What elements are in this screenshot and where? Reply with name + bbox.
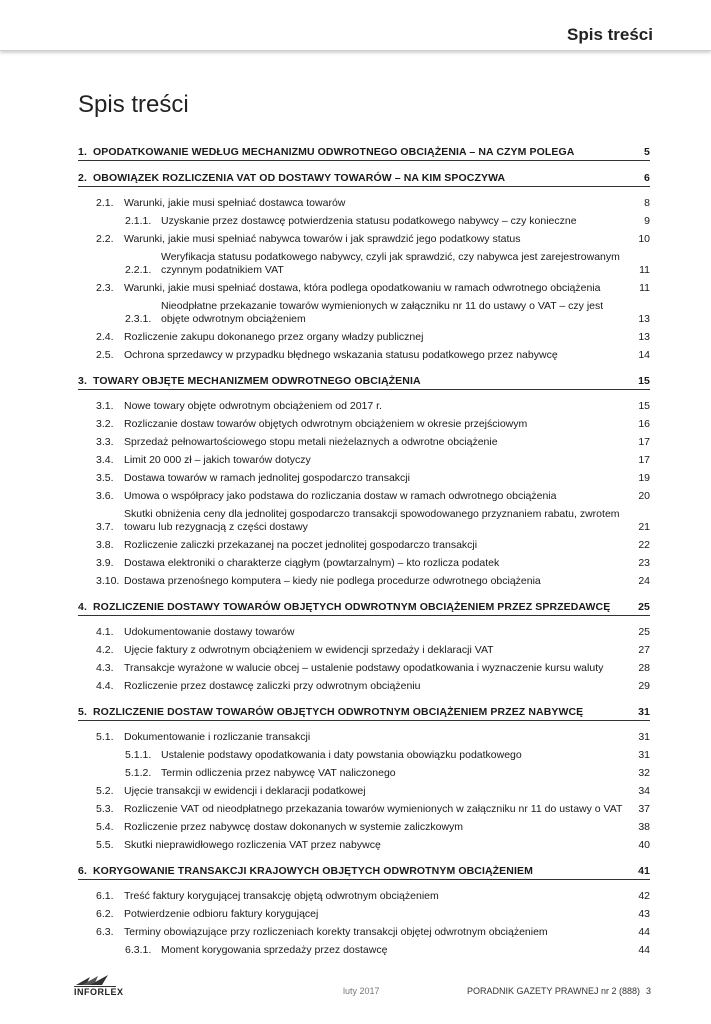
entry-number: 3.2. [96,417,114,430]
subsection-row[interactable] [78,746,650,764]
chapter-row[interactable] [78,144,650,161]
section-row[interactable] [78,887,650,905]
entry-number: 3.4. [96,453,114,466]
section-row[interactable] [78,433,650,451]
entry-number: 6.3.1. [125,943,152,956]
chapter-title: 2. OBOWIĄZEK ROZLICZENIA VAT OD DOSTAWY TOWARÓW – NA KIM SPOCZYWA [78,172,506,184]
chapter-page: 25 [638,601,650,613]
section-row[interactable] [78,230,650,248]
entry-page: 13 [638,312,650,325]
entry-page: 14 [638,348,650,361]
entry-number: 3.6. [96,489,114,502]
chapter-row[interactable] [78,170,650,187]
entry-number: 6.2. [96,907,114,920]
subsection-row[interactable] [78,297,650,328]
entry-page: 15 [638,399,650,412]
issue-date: luty 2017 [343,986,380,996]
entry-number: 3.7. [96,520,114,533]
entry-title: Skutki obniżenia ceny dla jednolitej gospodarczo transakcji spowodowanego przyznaniem rabatu, zwrotem towaru lub rezygnacją z części dostawy [124,507,620,533]
entry-number: 3.9. [96,556,114,569]
subsection-row[interactable] [78,764,650,782]
entry-title: Dostawa elektroniki o charakterze ciągłym (powtarzalnym) – kto rozlicza podatek [124,556,500,569]
section-row[interactable] [78,623,650,641]
logo-text: INFORLEX [74,987,124,997]
entry-page: 37 [638,802,650,815]
section-row[interactable] [78,536,650,554]
section-row[interactable] [78,415,650,433]
section-row[interactable] [78,328,650,346]
entry-number: 2.3. [96,281,114,294]
subsection-row[interactable] [78,248,650,279]
entry-title: Rozliczenie zaliczki przekazanej na poczet jednolitej gospodarczo transakcji [124,538,478,551]
entry-title: Termin odliczenia przez nabywcę VAT naliczonego [161,766,396,779]
magazine-title: PORADNIK GAZETY PRAWNEJ nr 2 (888) [467,986,641,996]
section-row[interactable] [78,641,650,659]
entry-page: 19 [638,471,650,484]
entry-number: 4.4. [96,679,114,692]
entry-page: 29 [638,679,650,692]
entry-title: Ujęcie faktury z odwrotnym obciążeniem w ewidencji sprzedaży i deklaracji VAT [124,643,494,656]
chapter-page: 41 [638,865,650,877]
entry-title: Rozliczenie zakupu dokonanego przez organy władzy publicznej [124,330,424,343]
entry-page: 10 [638,232,650,245]
entry-page: 34 [638,784,650,797]
section-row[interactable] [78,659,650,677]
entry-title: Moment korygowania sprzedaży przez dostawcę [161,943,388,956]
chapter-title: 3. TOWARY OBJĘTE MECHANIZMEM ODWROTNEGO OBCIĄŻENIA [78,375,421,387]
top-header-bar [0,0,711,51]
section-row[interactable] [78,469,650,487]
entry-page: 24 [638,574,650,587]
entry-title: Dostawa przenośnego komputera – kiedy nie podlega procedurze odwrotnego obciążenia [124,574,541,587]
entry-number: 2.1. [96,196,114,209]
entry-page: 21 [638,520,650,533]
entry-page: 40 [638,838,650,851]
entry-title: Dostawa towarów w ramach jednolitej gospodarczo transakcji [124,471,410,484]
entry-number: 2.1.1. [125,214,152,227]
entry-number: 2.4. [96,330,114,343]
entry-page: 17 [638,453,650,466]
entry-page: 38 [638,820,650,833]
entry-title: Weryfikacja statusu podatkowego nabywcy, czyli jak sprawdzić, czy nabywca jest zarejestrowanym czynnym podatnikiem VAT [161,250,620,276]
entry-title: Umowa o współpracy jako podstawa do rozliczania dostaw w ramach odwrotnego obciążenia [124,489,557,502]
entry-number: 4.2. [96,643,114,656]
entry-title: Treść faktury korygującej transakcję objętą odwrotnym obciążeniem [124,889,439,902]
chapter-page: 15 [638,375,650,387]
inforlex-logo [72,973,132,1003]
section-row[interactable] [78,923,650,941]
entry-page: 23 [638,556,650,569]
entry-page: 31 [638,730,650,743]
entry-page: 17 [638,435,650,448]
subsection-row[interactable] [78,212,650,230]
page-footer [0,973,711,1013]
chapter-title: 6. KORYGOWANIE TRANSAKCJI KRAJOWYCH OBJĘTYCH ODWROTNYM OBCIĄŻENIEM [78,865,533,877]
entry-number: 3.3. [96,435,114,448]
section-row[interactable] [78,554,650,572]
entry-title: Rozliczenie przez nabywcę dostaw dokonanych w systemie zaliczkowym [124,820,464,833]
entry-number: 6.3. [96,925,114,938]
entry-number: 4.3. [96,661,114,674]
section-row[interactable] [78,505,650,536]
entry-number: 2.3.1. [125,312,152,325]
entry-title: Rozliczanie dostaw towarów objętych odwrotnym obciążeniem w okresie przejściowym [124,417,528,430]
entry-page: 8 [644,196,650,209]
entry-page: 25 [638,625,650,638]
page-number: 3 [646,986,652,996]
section-row[interactable] [78,279,650,297]
running-title: Spis treści [567,25,653,44]
entry-title: Rozliczenie przez dostawcę zaliczki przy odwrotnym obciążeniu [124,679,421,692]
entry-title: Udokumentowanie dostawy towarów [124,625,295,638]
entry-number: 4.1. [96,625,114,638]
chapter-title: 4. ROZLICZENIE DOSTAWY TOWARÓW OBJĘTYCH ODWROTNYM OBCIĄŻENIEM PRZEZ SPRZEDAWCĘ [78,601,611,613]
entry-number: 3.8. [96,538,114,551]
entry-number: 5.1.1. [125,748,152,761]
entry-title: Warunki, jakie musi spełniać dostawca towarów [124,196,346,209]
entry-title: Limit 20 000 zł – jakich towarów dotyczy [124,453,311,466]
entry-title: Skutki nieprawidłowego rozliczenia VAT przez nabywcę [124,838,381,851]
entry-page: 9 [644,214,650,227]
section-row[interactable] [78,782,650,800]
page-title: Spis treści [78,91,189,118]
section-row[interactable] [78,836,650,854]
entry-number: 5.2. [96,784,114,797]
entry-page: 13 [638,330,650,343]
section-row[interactable] [78,572,650,590]
chapter-title: 5. ROZLICZENIE DOSTAW TOWARÓW OBJĘTYCH ODWROTNYM OBCIĄŻENIEM PRZEZ NABYWCĘ [78,706,584,718]
entry-number: 3.1. [96,399,114,412]
entry-page: 32 [638,766,650,779]
section-row[interactable] [78,346,650,364]
entry-number: 3.10. [96,574,120,587]
entry-title: Terminy obowiązujące przy rozliczeniach korekty transakcji objętej odwrotnym obciążeniem [124,925,548,938]
entry-page: 11 [639,263,650,276]
section-row[interactable] [78,487,650,505]
entry-number: 2.2.1. [125,263,152,276]
entry-title: Ochrona sprzedawcy w przypadku błędnego wskazania statusu podatkowego przez nabywcę [124,348,558,361]
chapter-row[interactable] [78,863,650,880]
entry-page: 43 [638,907,650,920]
section-row[interactable] [78,677,650,695]
chapter-page: 5 [644,146,650,158]
entry-title: Dokumentowanie i rozliczanie transakcji [124,730,311,743]
chapter-title: 1. OPODATKOWANIE WEDŁUG MECHANIZMU ODWROTNEGO OBCIĄŻENIA – NA CZYM POLEGA [78,146,575,158]
chapter-page: 31 [638,706,650,718]
entry-page: 20 [638,489,650,502]
entry-number: 5.5. [96,838,114,851]
entry-title: Sprzedaż pełnowartościowego stopu metali nieżelaznych a odwrotne obciążenie [124,435,498,448]
entry-title: Nowe towary objęte odwrotnym obciążeniem od 2017 r. [124,399,382,412]
entry-page: 16 [638,417,650,430]
entry-page: 31 [638,748,650,761]
entry-title: Warunki, jakie musi spełniać dostawa, która podlega opodatkowaniu w ramach odwrotnego obciążenia [124,281,601,294]
entry-title: Nieodpłatne przekazanie towarów wymienionych w załączniku nr 11 do ustawy o VAT – czy jest objęte odwrotnym obciążeniem [161,299,604,325]
entry-number: 5.3. [96,802,114,815]
entry-page: 28 [638,661,650,674]
entry-title: Ujęcie transakcji w ewidencji i deklaracji podatkowej [124,784,366,797]
entry-number: 5.1.2. [125,766,152,779]
entry-title: Warunki, jakie musi spełniać nabywca towarów i jak sprawdzić jego podatkowy status [124,232,521,245]
entry-page: 11 [639,281,650,294]
section-row[interactable] [78,905,650,923]
entry-number: 2.2. [96,232,114,245]
entry-title: Ustalenie podstawy opodatkowania i daty powstania obowiązku podatkowego [161,748,522,761]
section-row[interactable] [78,800,650,818]
section-row[interactable] [78,818,650,836]
entry-title: Potwierdzenie odbioru faktury korygującej [124,907,319,920]
subsection-row[interactable] [78,941,650,959]
entry-number: 3.5. [96,471,114,484]
chapter-row[interactable] [78,599,650,616]
entry-title: Rozliczenie VAT od nieodpłatnego przekazania towarów wymienionych w załączniku nr 11 do ustawy o VAT [124,802,623,815]
entry-page: 27 [638,643,650,656]
chapter-row[interactable] [78,704,650,721]
entry-number: 5.1. [96,730,114,743]
entry-page: 44 [638,925,650,938]
entry-title: Transakcje wyrażone w walucie obcej – ustalenie podstawy opodatkowania i wyznaczenie kursu waluty [124,661,604,674]
section-row[interactable] [78,451,650,469]
entry-number: 6.1. [96,889,114,902]
chapter-page: 6 [644,172,650,184]
section-row[interactable] [78,728,650,746]
entry-number: 5.4. [96,820,114,833]
entry-title: Uzyskanie przez dostawcę potwierdzenia statusu podatkowego nabywcy – czy konieczne [161,214,577,227]
entry-page: 22 [638,538,650,551]
chapter-row[interactable] [78,373,650,390]
entry-number: 2.5. [96,348,114,361]
section-row[interactable] [78,397,650,415]
entry-page: 44 [638,943,650,956]
entry-page: 42 [638,889,650,902]
table-of-contents [78,144,650,959]
section-row[interactable] [78,194,650,212]
